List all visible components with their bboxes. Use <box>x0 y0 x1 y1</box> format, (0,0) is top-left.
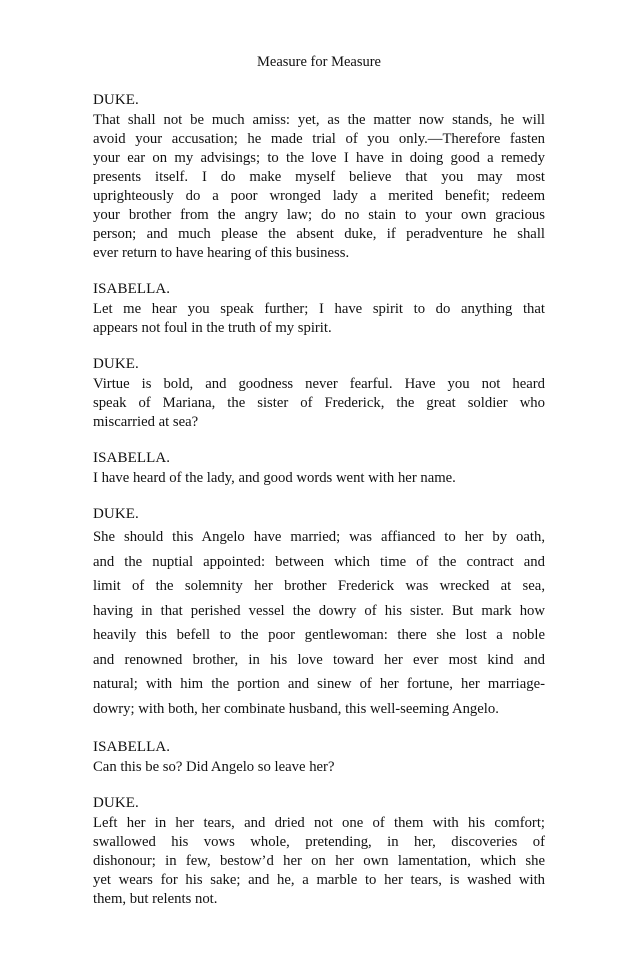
text-line: ever return to have hearing of this business. <box>93 245 350 261</box>
speech-block <box>93 355 545 432</box>
speaker-name: ISABELLA. <box>93 739 171 755</box>
text-line: appears not foul in the truth of my spirit. <box>93 320 332 336</box>
text-line: them, but relents not. <box>93 891 218 907</box>
speech-text <box>93 469 545 488</box>
text-line: dowry; with both, her combinate husband, this well-seeming Angelo. <box>93 700 499 717</box>
text-line: presents itself. I do make myself believe that you may most <box>93 169 545 185</box>
text-line: That shall not be much amiss: yet, as the matter now stands, he will <box>93 112 545 128</box>
text-line: yet wears for his sake; and he, a marble to her tears, is washed with <box>93 872 545 888</box>
speaker-name: ISABELLA. <box>93 450 171 466</box>
speech-text <box>93 300 545 338</box>
speaker-name: ISABELLA. <box>93 281 171 297</box>
speaker-name: DUKE. <box>93 92 139 108</box>
text-line: your brother from the angry law; do no stain to your own gracious <box>93 207 545 223</box>
text-line: natural; with him the portion and sinew of her fortune, her marriage- <box>93 676 545 692</box>
text-line: I have heard of the lady, and good words went with her name. <box>93 470 456 486</box>
speech-text <box>93 111 545 263</box>
speaker-name: DUKE. <box>93 795 139 811</box>
text-line: Left her in her tears, and dried not one of them with his comfort; <box>93 815 545 831</box>
text-line: Virtue is bold, and goodness never fearful. Have you not heard <box>93 376 545 392</box>
speech-text <box>93 375 545 432</box>
text-line: swallowed his vows whole, pretending, in her, discoveries of <box>93 834 545 850</box>
text-line: person; and much please the absent duke, if peradventure he shall <box>93 226 545 242</box>
text-line: and the nuptial appointed: between which time of the contract and <box>93 553 545 570</box>
speaker-name: DUKE. <box>93 506 139 522</box>
speech-block <box>93 449 545 488</box>
speech-text <box>93 758 545 777</box>
speech-text <box>93 814 545 909</box>
text-line: your ear on my advisings; to the love I have in doing good a remedy <box>93 150 545 166</box>
running-title: Measure for Measure <box>256 54 381 70</box>
text-line: heavily this befell to the poor gentlewoman: there she lost a noble <box>93 627 545 643</box>
text-line: dishonour; in few, bestow’d her on her own lamentation, which she <box>93 853 545 869</box>
document-page <box>93 53 545 926</box>
speech-block <box>93 738 545 777</box>
speech-text <box>93 525 545 721</box>
speech-block <box>93 794 545 909</box>
text-line: avoid your accusation; he made trial of you only.—Therefore fasten <box>93 131 545 147</box>
text-line: She should this Angelo have married; was affianced to her by oath, <box>93 529 545 545</box>
speech-block <box>93 505 545 721</box>
speech-block <box>93 280 545 338</box>
text-line: limit of the solemnity her brother Frederick was wrecked at sea, <box>93 578 545 594</box>
text-line: having in that perished vessel the dowry of his sister. But mark how <box>93 602 545 619</box>
speech-block <box>93 91 545 263</box>
text-line: and renowned brother, in his love toward her ever most kind and <box>93 651 545 668</box>
text-line: Let me hear you speak further; I have spirit to do anything that <box>93 301 545 317</box>
text-line: uprighteously do a poor wronged lady a merited benefit; redeem <box>93 188 545 204</box>
text-line: Can this be so? Did Angelo so leave her? <box>93 759 335 775</box>
text-line: speak of Mariana, the sister of Frederick, the great soldier who <box>93 395 545 411</box>
speaker-name: DUKE. <box>93 356 139 372</box>
speech-list <box>93 91 545 909</box>
text-line: miscarried at sea? <box>93 414 199 430</box>
